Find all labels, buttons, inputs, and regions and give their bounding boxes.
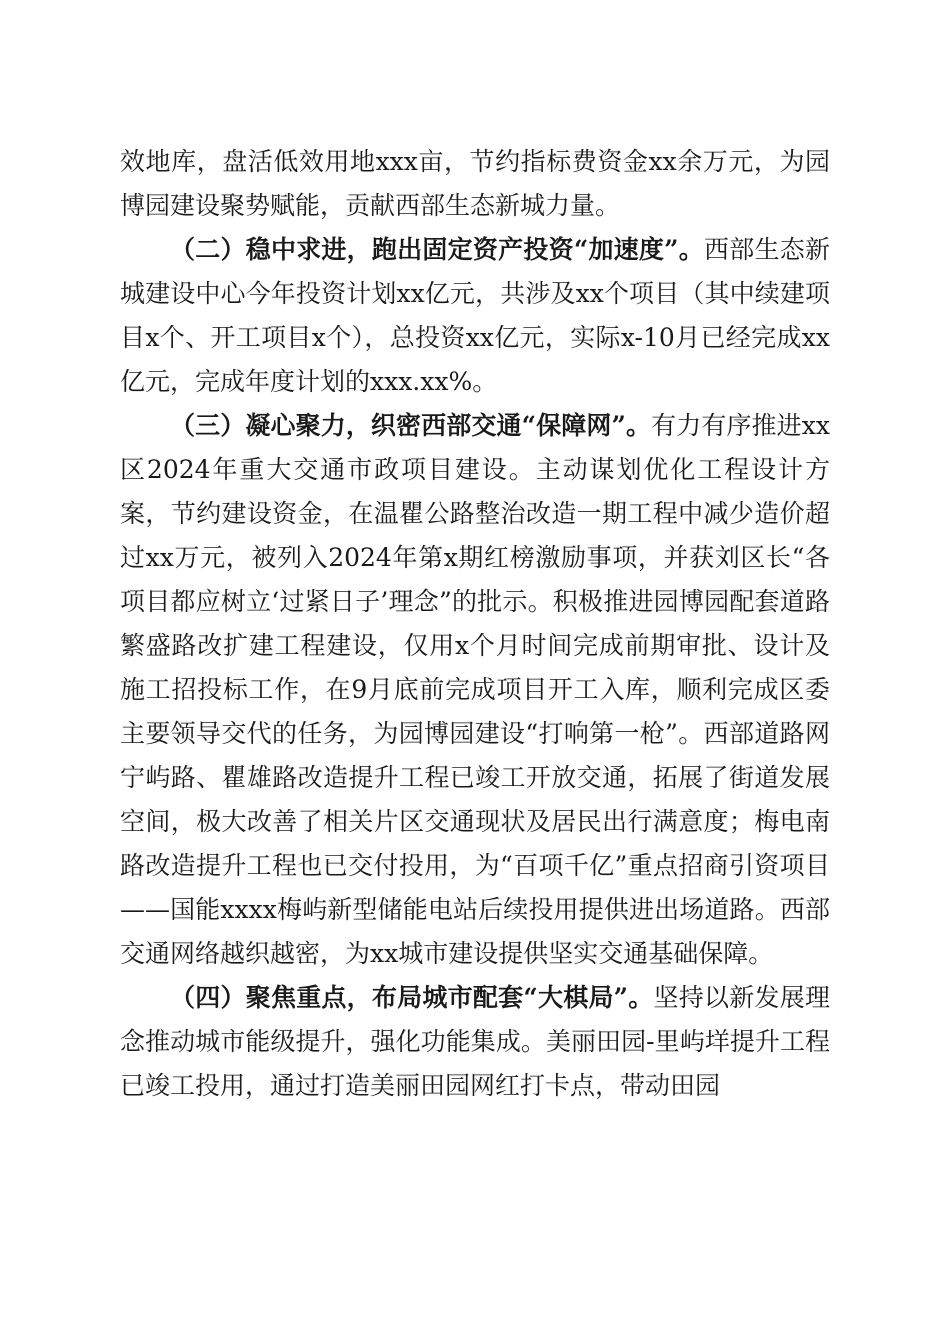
- document-body: [120, 140, 830, 1108]
- section-3-body: 有力有序推进xx区2024年重大交通市政项目建设。主动谋划优化工程设计方案，节约建设资金，在温瞿公路整治改造一期工程中减少造价超过xx万元，被列入2024年第x期红榜激励事项，并获刘区长“各项目都应树立‘过紧日子’理念”的批示。积极推进园博园配套道路繁盛路改扩建工程建设，仅用x个月时间完成前期审批、设计及施工招投标工作，在9月底前完成项目开工入库，顺利完成区委主要领导交代的任务，为园博园建设“打响第一枪”。西部道路网宁屿路、瞿雄路改造提升工程已竣工开放交通，拓展了街道发展空间，极大改善了相关片区交通现状及居民出行满意度；梅电南路改造提升工程也已交付投用，为“百项千亿”重点招商引资项目——国能xxxx梅屿新型储能电站后续投用提供进出场道路。西部交通网络越织越密，为xx城市建设提供坚实交通基础保障。: [120, 411, 830, 968]
- paragraph-section-4: [120, 976, 830, 1108]
- paragraph-section-3: [120, 404, 830, 976]
- section-2-heading: （二）稳中求进，跑出固定资产投资“加速度”。: [170, 235, 705, 264]
- paragraph-continuation: [120, 140, 830, 228]
- paragraph-section-2: [120, 228, 830, 404]
- section-2-body: 西部生态新城建设中心今年投资计划xx亿元，共涉及xx个项目（其中续建项目x个、开工项目x个），总投资xx亿元，实际x-10月已经完成xx亿元，完成年度计划的xxx.xx%。: [120, 235, 830, 396]
- paragraph-1-body: 效地库，盘活低效用地xxx亩，节约指标费资金xx余万元，为园博园建设聚势赋能，贡献西部生态新城力量。: [120, 147, 830, 220]
- section-4-body: 坚持以新发展理念推动城市能级提升，强化功能集成。美丽田园-里屿垟提升工程已竣工投用，通过打造美丽田园网红打卡点，带动田园: [120, 983, 830, 1100]
- section-4-heading: （四）聚焦重点，布局城市配套“大棋局”。: [170, 983, 654, 1012]
- section-3-heading: （三）凝心聚力，织密西部交通“保障网”。: [170, 411, 652, 440]
